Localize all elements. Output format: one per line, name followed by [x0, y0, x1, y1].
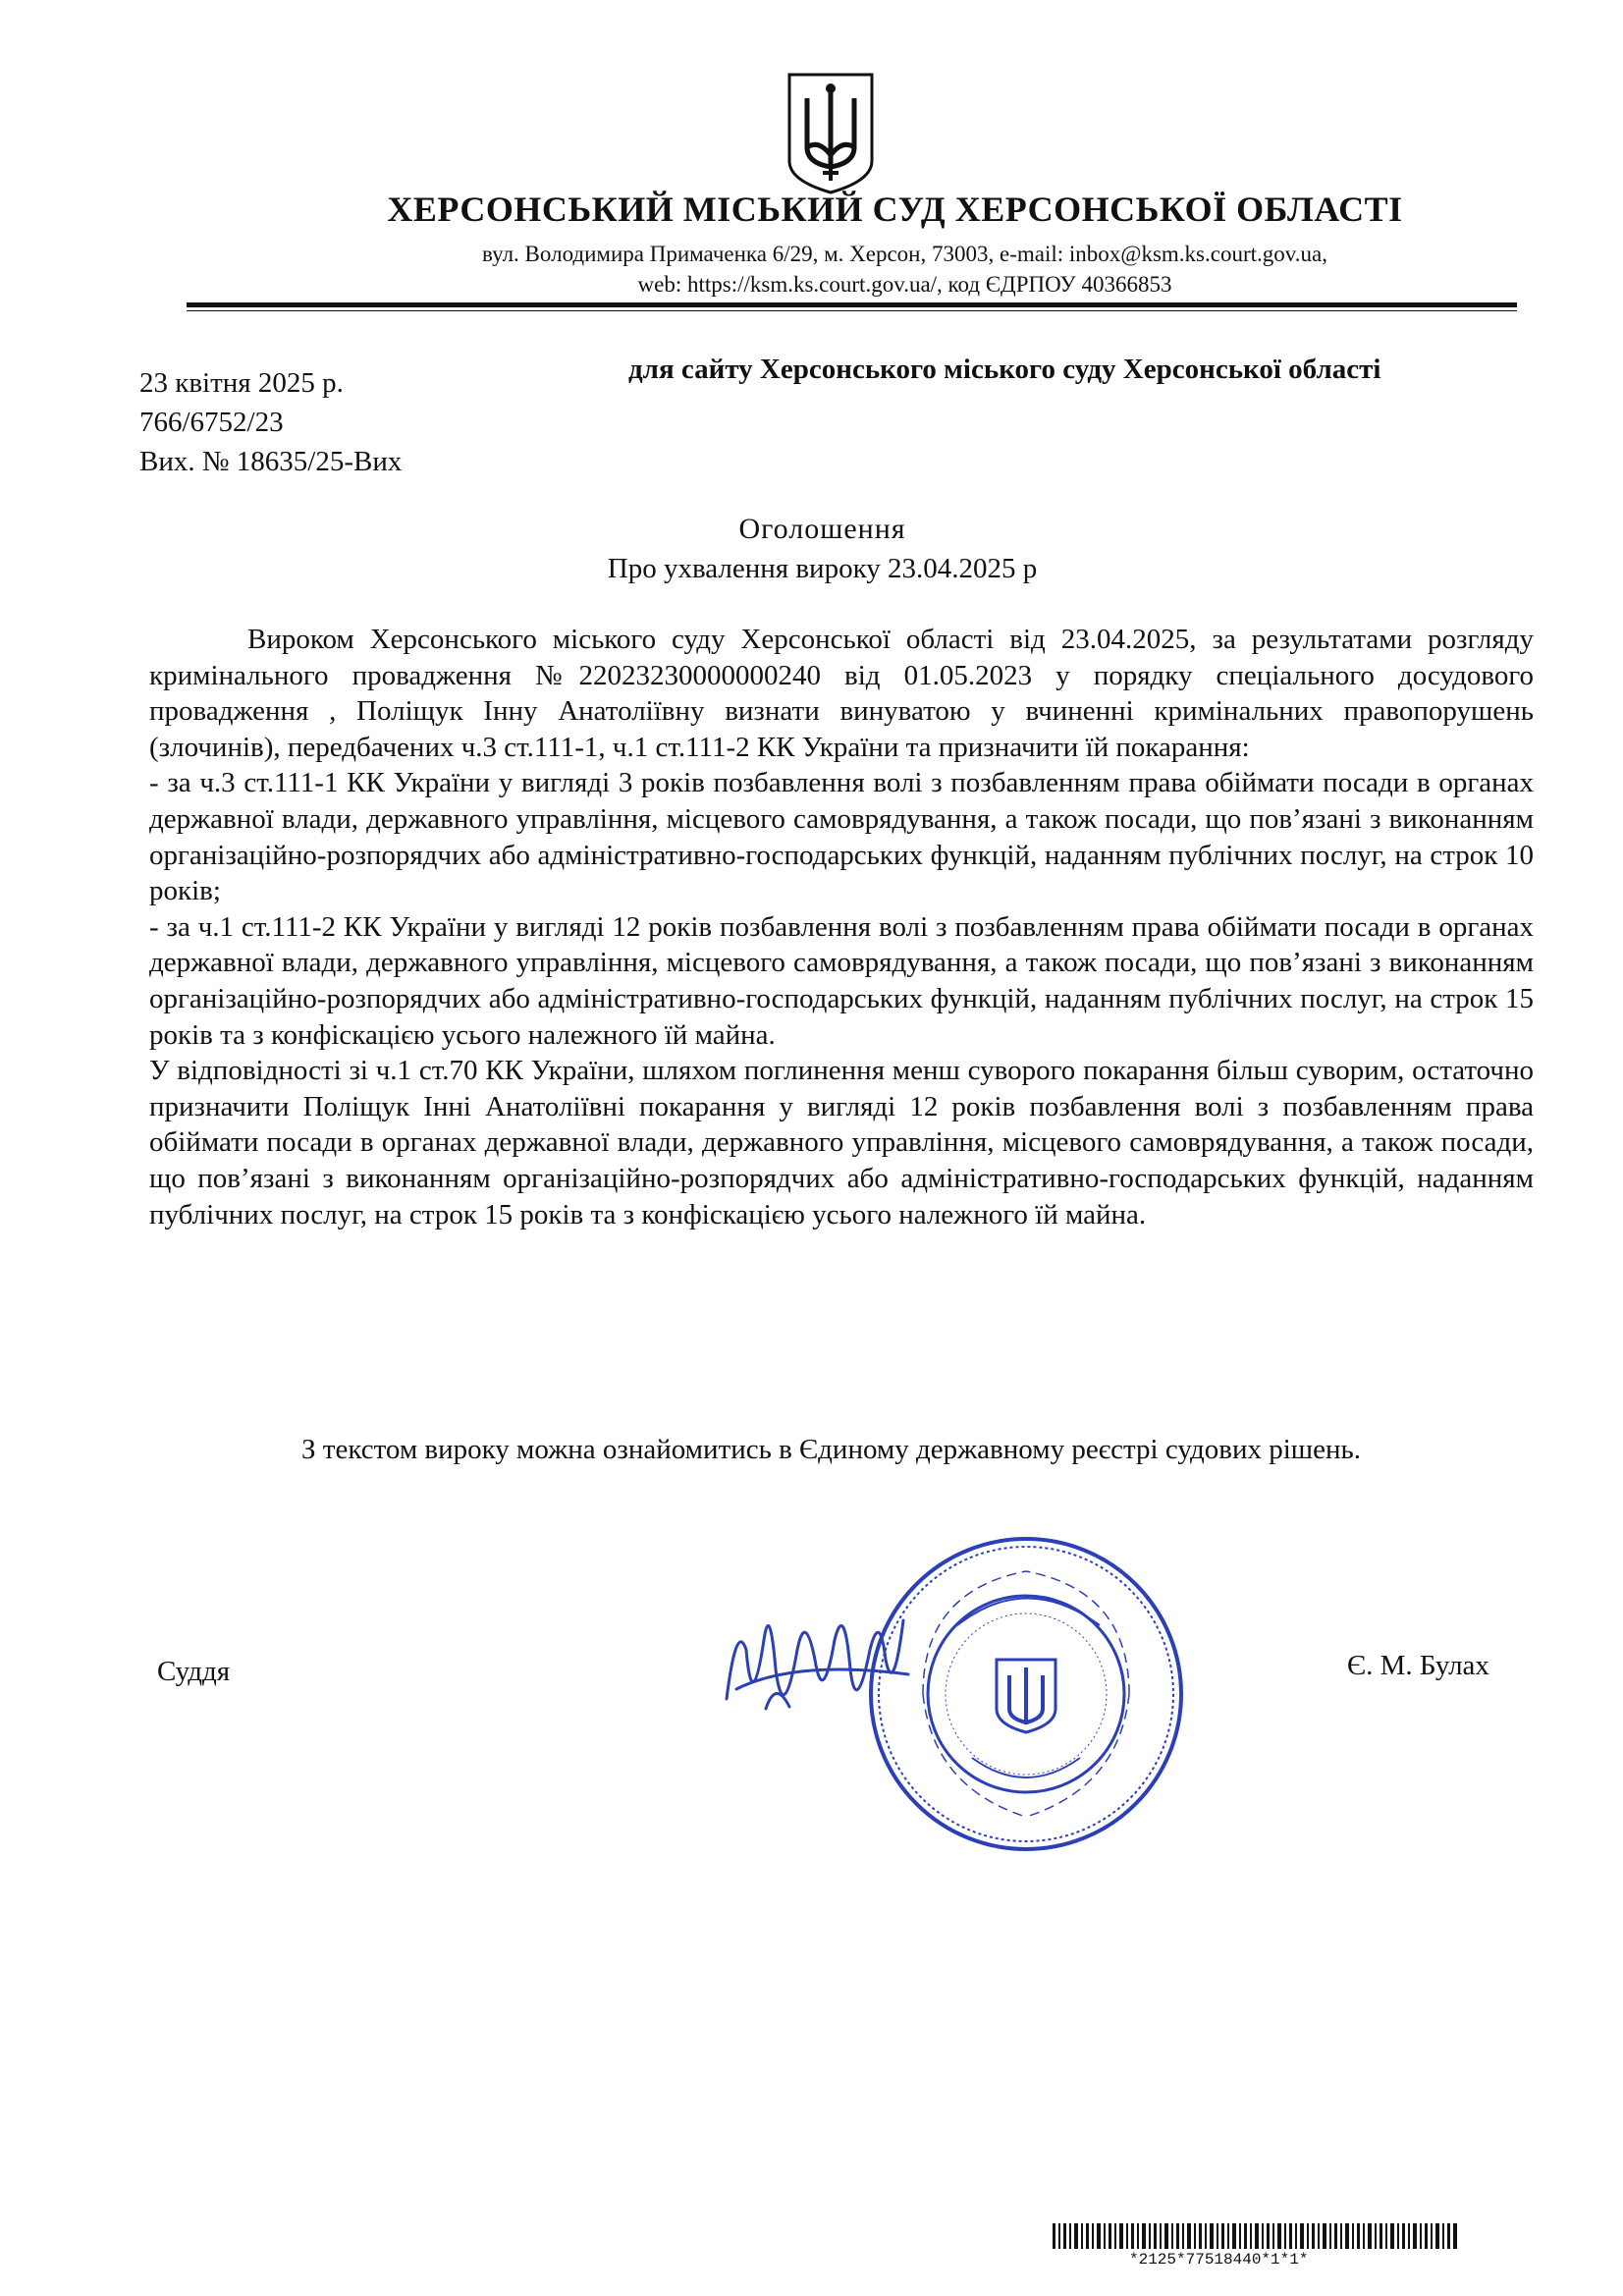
body-paragraph: У відповідності зі ч.1 ст.70 КК України, шляхом поглинення менш суворого покарання більш суворим, остаточно призначити Поліщук Інні Анатоліївні покарання у вигляді 12 років позбавлення волі з позбавленням права обіймати посади в органах державної влади, державного управління, місцевого самоврядування, а також посади, що пов’язані з виконанням організаційно-розпорядчих або адміністративно-господарських функцій, наданням публічних послуг, на строк 15 років та з конфіскацією усього належного їй майна.	[149, 1055, 1534, 1230]
header-divider	[187, 302, 1517, 307]
case-number: 766/6752/23	[139, 407, 284, 438]
trident-emblem-icon	[785, 71, 876, 196]
announcement-body	[149, 622, 1534, 1232]
court-web-line: web: https://ksm.ks.court.gov.ua/, код ЄДРПОУ 40366853	[637, 272, 1172, 297]
court-name: ХЕРСОНСЬКИЙ МІСЬКИЙ СУД ХЕРСОНСЬКОЇ ОБЛАСТІ	[387, 190, 1403, 229]
announcement-title: Оголошення	[738, 513, 906, 545]
barcode-number: *2125*77518440*1*1*	[1129, 2251, 1309, 2269]
court-seal-stamp	[864, 1532, 1188, 1856]
announcement-subtitle: Про ухвалення вироку 23.04.2025 р	[607, 553, 1038, 584]
outgoing-number: Вих. № 18635/25-Вих	[139, 446, 403, 477]
document-meta	[139, 363, 402, 481]
court-address-line: вул. Володимира Примаченка 6/29, м. Херсон, 73003, e-mail: inbox@ksm.ks.court.gov.ua,	[482, 242, 1327, 266]
closing-note: З текстом вироку можна ознайомитись в Єдиному державному реєстрі судових рішень.	[301, 1434, 1361, 1465]
judge-label: Суддя	[157, 1656, 231, 1687]
body-paragraph: - за ч.1 ст.111-2 КК України у вигляді 12 років позбавлення волі з позбавленням права обіймати посади в органах державної влади, державного управління, місцевого самоврядування, а також посади, що пов’язані з виконанням організаційно-розпорядчих або адміністративно-господарських функцій, наданням публічних послуг, на строк 15 років та з конфіскацією усього належного їй майна.	[149, 910, 1534, 1051]
body-paragraph: Вироком Херсонського міського суду Херсонської області від 23.04.2025, за результатами розгляду кримінального провадження №22023230000000240 від 01.05.2023 у порядку спеціального досудового провадження , Поліщук Інну Анатоліївну визнати винуватою у вчиненні кримінальних правопорушень (злочинів), передбачених ч.3 ст.111-1, ч.1 ст.111-2 КК України та призначити їй покарання:	[149, 624, 1534, 763]
addressee: для сайту Херсонського міського суду Херсонської області	[628, 354, 1381, 385]
judge-name: Є. М. Булах	[1347, 1650, 1489, 1681]
barcode-icon	[1053, 2223, 1460, 2249]
document-date: 23 квітня 2025 р.	[139, 367, 344, 399]
header-divider-thin	[187, 310, 1517, 311]
body-paragraph: - за ч.3 ст.111-1 КК України у вигляді 3 років позбавлення волі з позбавленням права обіймати посади в органах державної влади, державного управління, місцевого самоврядування, а також посади, що пов’язані з виконанням організаційно-розпорядчих або адміністративно-господарських функцій, наданням публічних послуг, на строк 10 років;	[149, 767, 1534, 907]
